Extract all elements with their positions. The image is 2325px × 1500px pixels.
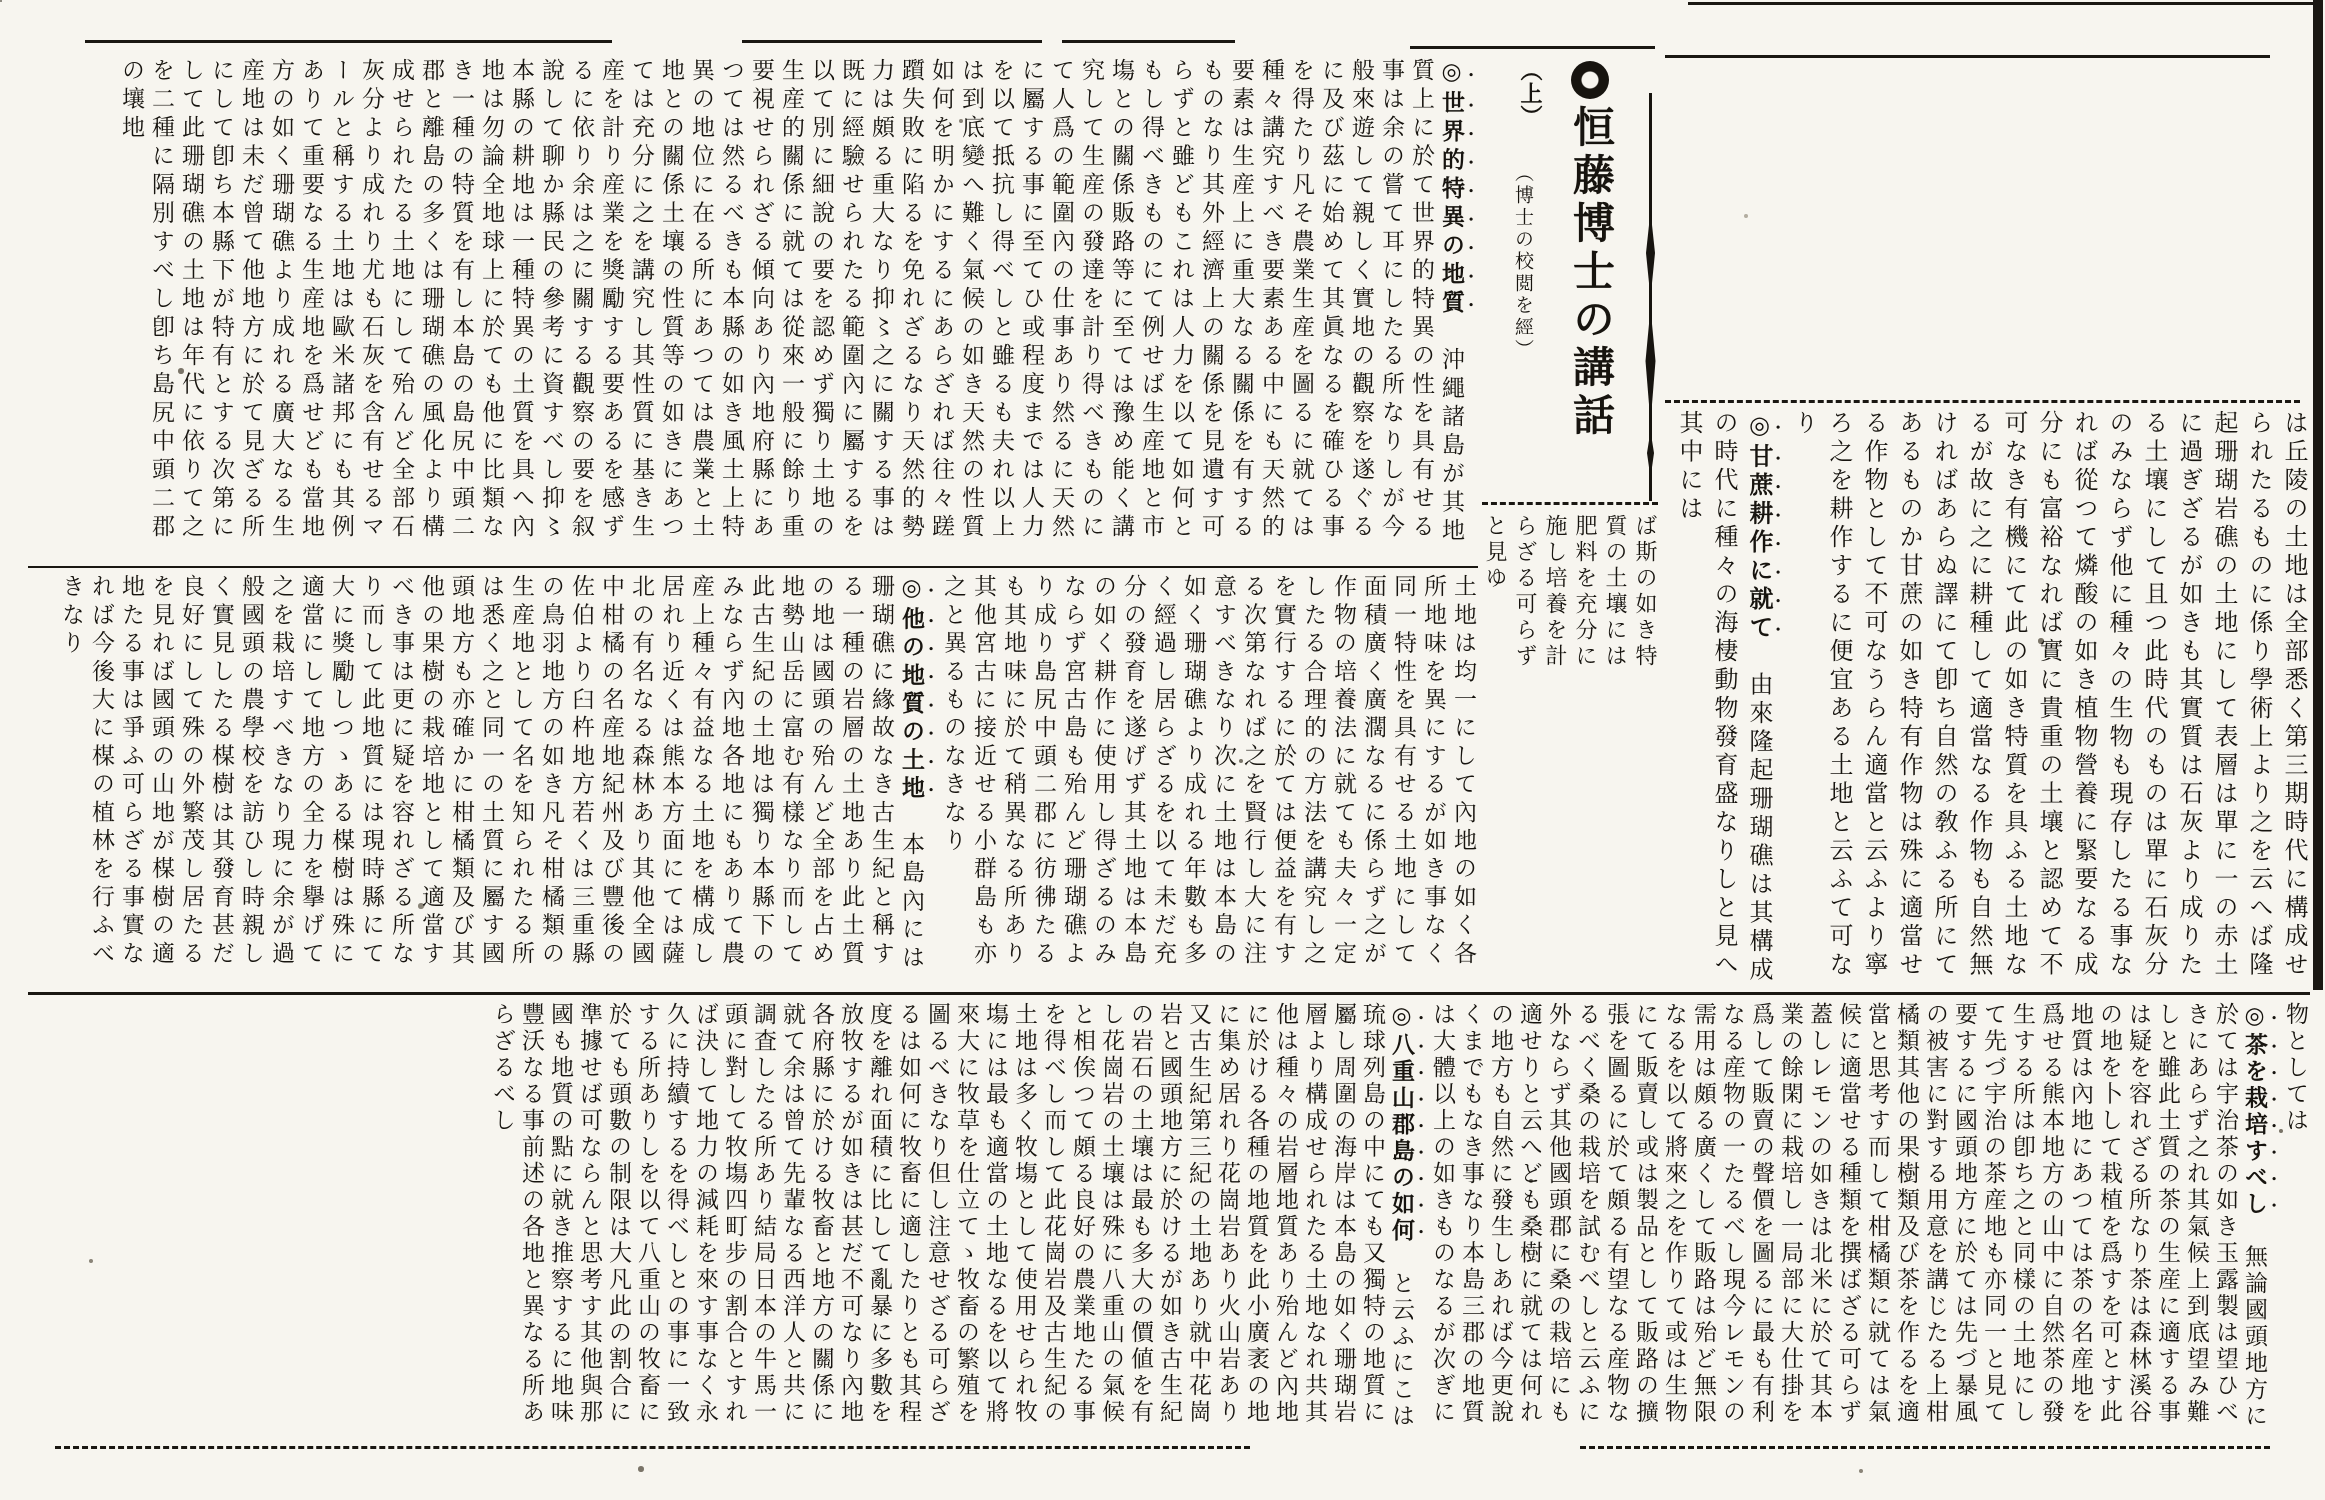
top-rule-segment bbox=[742, 40, 1042, 43]
text-band-middle bbox=[28, 574, 1478, 988]
title-part-label: （上） bbox=[1518, 59, 1543, 128]
right-band-top-rule bbox=[1665, 400, 2300, 403]
text-band-right bbox=[1665, 410, 2310, 988]
top-rule-segment bbox=[1665, 55, 2270, 58]
bottom-rule bbox=[1580, 1446, 2270, 1449]
scan-noise bbox=[0, 0, 2, 2]
band-separator-rule bbox=[28, 992, 2310, 995]
body-text: 由來隆起珊瑚礁は其構成の時代に種々の海棲動物發育盛なりしと見へ其中には bbox=[1675, 410, 1771, 985]
body-text: 本島內には珊瑚礁に緣故なき古生紀と稱する一種の岩層の土地あり此土質の地は國頭の殆んど全部を占め地勢山岳に富む有樣なり而して此古生紀の土地は獨り本縣下のみならず內地各地にもありて農産上種々有益なる土地を構成し居れり近くは熊本方面にては薩北の有名なる森林あり其他全國中柑橘の名産地紀州及び豐後の佐伯より臼杵地方若くは三重縣の鳥羽地方の如き凡そ柑橘類の生産地として名を知られたる所は悉く之と同一の土質に屬す國頭地方も亦確かに柑橘類及び其他の果樹の栽培地として適當すべき事は更に疑を容れざる所なり而して此地質には現時縣にて大に獎勵しつゝある楳樹は殊に適當にして地方の全力を擧げて之を栽培すべきなり現に余が過般國頭の農學校を訪ひし時親しく實見したる楳樹は其發育甚だ良好にして殊の外繁茂し居たるを見れば國頭の山地が楳樹の適地たる事は爭ふ可らざる事實なれば今後大に楳の植林を行ふべきなり bbox=[59, 574, 924, 973]
band-separator-rule bbox=[28, 566, 1478, 568]
section-header: ◎甘蔗耕作に就て bbox=[1745, 410, 1771, 643]
top-border-line bbox=[1688, 2, 2323, 5]
top-rule-segment bbox=[85, 40, 612, 43]
body-text: 無論國頭地方に於ては宇治茶の如き玉露製は望ひべきにあらず之れ其氣候上到底望み難しと雖此土質の茶の生産に適する事は疑を容れざる所なり茶は森林溪谷の地を卜して栽植を爲すを可とす此地質は內地にあつては茶の名産地を爲せる熊本地方の山中に自然茶の發生する所は卽ち之と同樣の土地にして先づ宇治の茶産地も亦同一と見て要するに國頭地方に於ては先づ暴風の被害に對する用意を講じたる上柑橘類其他の果樹類及び茶を作るを適當と思考す而して柑橘類に就ては氣候に適當せる種類を撰ばざる可らず蓋しレモンの如きは北米に於て其本業の餘閑に栽培し一局部に大仕掛を爲して販賣の聲價を圖るに最も有利なる産物の一たるべし現今レモンの需用は頗る廣くして販路は殆ど無限なるを以て將來之を作りて或は生物にて販賣し或は製品として販路の擴張を圖るに於て頗る有望なる産物なるべく桑の栽培を試むべしと云ふに外ならず其他國頭郡に桑の栽培にも適せりと云へども桑樹に就ては何れの地方も自然に發生しあれば今更說くまでもなき事なり本島三郡の地質は大體以上の如きものなるが次ぎに bbox=[1430, 1002, 2267, 1430]
text-band-bottom bbox=[185, 1002, 2310, 1440]
section-header: ◎世界的特異の地質 bbox=[1439, 58, 1464, 319]
text-band-top bbox=[28, 58, 1478, 564]
bottom-rule bbox=[55, 1446, 1250, 1449]
top-rule-segment bbox=[1062, 40, 1235, 43]
section-header: ◎茶を栽培すべし bbox=[2242, 1002, 2267, 1218]
title-subnote: （博士の校閲を經） bbox=[1512, 163, 1533, 361]
body-text: と云ふにこは琉球列島の中にても又獨特の地質に屬し周圍の海岸は本島の如く珊瑚岩層より構成せられたる土地なれ共其他は種々の岩層地質あり殆んど內地に於ける各種の地質を此小廣袤の地に集め居れり花崗岩あり火山岩あり又古生紀第三紀の土地あり就中花崗岩と國頭地方に於けるが如き古生紀の岩石の土壤は最も多大の價値を有し花崗岩の土壤は殊に八重山の氣候と相俟つて頗る良好の農業地たる事を得べし而して此花崗岩及古生紀の土地は多く牧塲として使用せられ牧塲には最も適當の土地なるを以て將來大に牧草を仕立てゝ牧畜の繁殖を圖るべきなり但し注意せざる可らざるは如何に牧畜に適したりとも其程度を離れ面積に比して亂暴に多數を放牧するが如きは甚だ不可なり內地各府縣に於ける牧畜と地方の關係に就て余は曾て先輩なる西洋人と共に調査したる所あり結局日本の牛馬一頭に對して牧塲四町步の割合とすれば決して地力の減耗を來す事なく永久に持續するを得べしとの事に一致する所ありしを以て八重山の牧畜に於ても頭數の制限は大凡此の割合に準據せば可ならんと思考す其他與那國も地質の點に就き推察するに地味豐沃なる事前述の各地と異なる所あらざるべし bbox=[490, 1002, 1414, 1430]
page-edge-bar bbox=[2313, 0, 2323, 990]
body-text: 沖繩諸島が其地質上に於て世界的特異の性を具有せる事は余の嘗て耳にしたる所なりしが今般來遊して親しく實地の觀察を遂ぐるに及び茲に始めて其眞なるを確ひる事を得たり凡そ農業生産を圖るに就ては種々講究すべき要素ある中にも天然的要素は生産上に重大なる關係を有するものなり其外經濟上の關係を見遺す可らずと雖どもこれは人力を以て如何ともし得べきものにて例せば生産地と市塲との關係販路等に至ては豫め能く講究して生産の發達を計り得べきものにて人爲の範圍內の仕事あり然るに天然に屬する事に至てひ或程度までは人力を以て抵抗し得べしと雖るも夫れ以上は到底變へ難く氣候の如き天然の性質如何を明かにするにあらざれば往々蹉躓失敗に陷るを免れざるなり天然的勢力は頗る重大なり抑〻之に關する事は既に經驗せられたる範圍內に屬するを以て別に細說の要を認めず獨り土地の生産的關係に就ては從來一般に餘り重要視せられざる傾向あり內地府縣にあつては然るべきも本縣の如き風土上特異の地位に在る所にあつては農業と土地との關係土壤の性質等の如きにあつては充分に之を講究し其性質に基き生産を計り産業を獎勵する要あるを感ずるに依り余は之に關する觀察の要を叙說して聊か縣民の參考に資すべし抑〻本縣の耕地は一種特異の土質を具へ內地は勿論全地球上に於ても他に比類なき一種の特質を有し本島の島尻中頭二郡と離島の多くは珊瑚礁の風化より構成せられたる土地にして殆んど全部石灰分より成れり尤も石灰を含有せるマールと稱する土地は歐米諸邦にも其例ありて重要なる生産地を爲せども當地方の如く珊瑚礁より成れる廣大なる生産地は未だ曾て他地方に於て見ざる所にして卽ち本縣下が特有とする次第にして此珊瑚礁の土地は年代に依りて之を二種に隔別すべし卽ち島尻中頭二郡の壤地 bbox=[119, 58, 1464, 547]
title-marker-icon bbox=[1571, 61, 1609, 99]
headline-ornament-rule bbox=[1644, 93, 1656, 501]
top-rule-segment bbox=[1410, 46, 1655, 49]
section-header: ◎八重山郡島の如何 bbox=[1389, 1002, 1414, 1245]
section-header: ◎他の地質の土地 bbox=[899, 574, 924, 804]
headline-block bbox=[1478, 55, 1662, 505]
body-text: ば斯の如き特質の土壤には肥料を充分に施し培養を計らざる可らずと見ゆ bbox=[1483, 514, 1658, 670]
body-text: 土地は均一にして內地の如く各所地味を異にするが如き事なく同一特性を具有せる土地にして面積廣く廣濶なるに係らず之が作物の培養法に就ても夫々一定したる合理的の方法を講究し之を實行するに於ては便益を有する次第なれば之を賢行し大に注意すべきなり次に土地は本島の如く珊瑚礁より成れる年數も多く經過し居らざるを以て未だ充分の發育を遂げず其土地は本島の如く耕作に使用し得ざるのみならず宮古島も殆んど珊瑚礁より成り島尻中頭二郡に彷彿たるも其地味に於て稍異なる所あり其他宮古に接近せる小群島も亦之と異るものなきなり bbox=[941, 574, 1476, 969]
title-text: 恒藤博士の講話 bbox=[1567, 105, 1613, 441]
text-band-under-title bbox=[1482, 514, 1660, 676]
body-text: 物としては bbox=[2283, 1002, 2308, 1135]
body-text: は丘陵の土地は全部悉く第三期時代に構成せられたるものに係り學術上より之を云へば隆起珊瑚岩礁の土地にして表層は單に一の赤土に過ぎざるが如きも其實質は石灰より成りたる土壤にして且つ此時代のものは單に石灰分のみならず他に種々の生物も現存したる事なれば從つて燐酸の如き植物營養に緊要なる成分にも富裕なれば實に貴重の土壤と認めて不可なき有機にて此の如き特質を具ふる土地なるが故に之に耕種して適當なる作物も自然無ければあらぬ譯にて卽ち自然の敎ふる所にてあるものか甘蔗の如き特有作物は殊に適當せる作物として不可なうらん適當と云ふより寧ろ之を耕作するに便宜ある土地と云ふて可なり bbox=[1790, 410, 2306, 980]
